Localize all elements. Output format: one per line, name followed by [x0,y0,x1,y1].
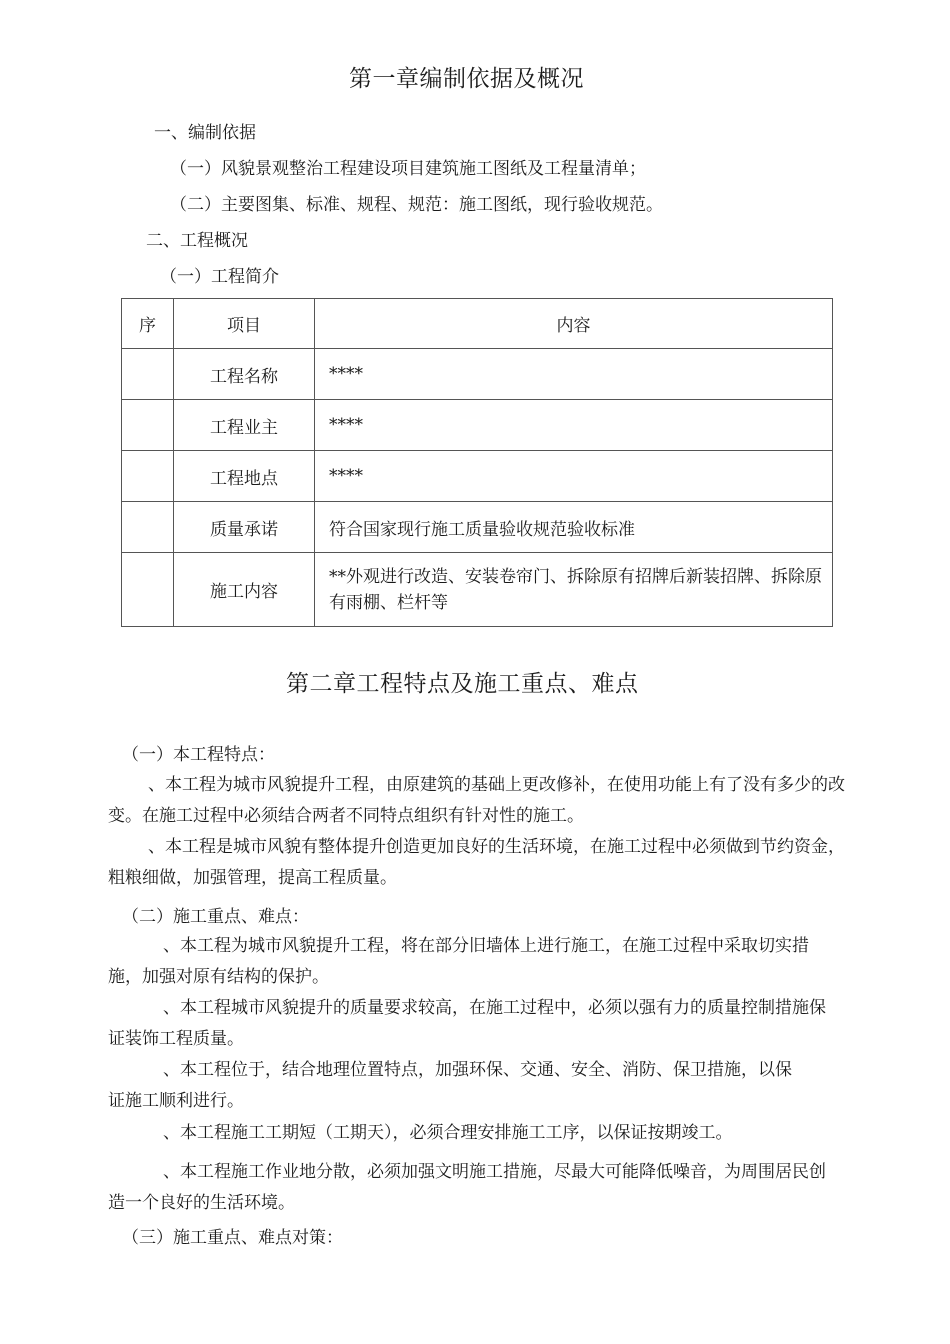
project-info-table [121,298,833,627]
chapter2-title: 第二章工程特点及施工重点、难点 [286,671,639,697]
cell-item: 工程业主 [174,400,315,451]
table-header-row [122,299,833,349]
table-row [122,400,833,451]
keypoint-paragraph: 、本工程施工作业地分散，必须加强文明施工措施，尽最大可能降低噪音，为周围居民创造一个良好的生活环境。 [108,1162,826,1213]
header-content: 内容 [315,299,833,349]
basis-item-2: （二）主要图集、标准、规程、规范：施工图纸，现行验收规范。 [170,195,663,215]
cell-seq [122,502,174,553]
cell-content: **** [315,400,833,451]
subsection-features-heading: （一）本工程特点： [122,745,275,765]
cell-seq [122,400,174,451]
feature-paragraph: 、本工程为城市风貌提升工程，由原建筑的基础上更改修补，在使用功能上有了没有多少的改变。在施工过程中必须结合两者不同特点组织有针对性的施工。 [108,775,845,826]
keypoint-paragraph: 、本工程为城市风貌提升工程，将在部分旧墙体上进行施工，在施工过程中采取切实措施，加强对原有结构的保护。 [108,936,809,987]
cell-item: 工程地点 [174,451,315,502]
keypoint-paragraph: 、本工程城市风貌提升的质量要求较高，在施工过程中，必须以强有力的质量控制措施保证装饰工程质量。 [108,998,826,1049]
cell-content: **** [315,451,833,502]
header-seq: 序 [122,299,174,349]
cell-seq [122,553,174,627]
cell-item: 工程名称 [174,349,315,400]
table-row [122,502,833,553]
keypoint-paragraph: 、本工程施工工期短（工期天），必须合理安排施工工序，以保证按期竣工。 [163,1123,733,1143]
table-row [122,553,833,627]
cell-content: **外观进行改造、安装卷帘门、拆除原有招牌后新装招牌、拆除原有雨棚、栏杆等 [315,553,833,627]
subsection-keypoints-heading: （二）施工重点、难点： [122,907,309,927]
subsection-intro-heading: （一）工程简介 [160,267,279,287]
cell-item: 施工内容 [174,553,315,627]
cell-item: 质量承诺 [174,502,315,553]
chapter1-title: 第一章编制依据及概况 [349,66,584,92]
cell-content: **** [315,349,833,400]
cell-seq [122,451,174,502]
cell-content: 符合国家现行施工质量验收规范验收标准 [315,502,833,553]
header-item: 项目 [174,299,315,349]
section-overview-heading: 二、工程概况 [146,231,248,251]
cell-seq [122,349,174,400]
keypoint-paragraph: 、本工程位于，结合地理位置特点，加强环保、交通、安全、消防、保卫措施，以保证施工顺利进行。 [108,1060,792,1111]
table-row [122,451,833,502]
table-row [122,349,833,400]
feature-paragraph: 、本工程是城市风貌有整体提升创造更加良好的生活环境，在施工过程中必须做到节约资金，粗粮细做，加强管理，提高工程质量。 [108,837,845,888]
section-basis-heading: 一、编制依据 [154,123,256,143]
basis-item-1: （一）风貌景观整治工程建设项目建筑施工图纸及工程量清单； [170,159,646,179]
subsection-countermeasures-heading: （三）施工重点、难点对策： [122,1228,343,1248]
